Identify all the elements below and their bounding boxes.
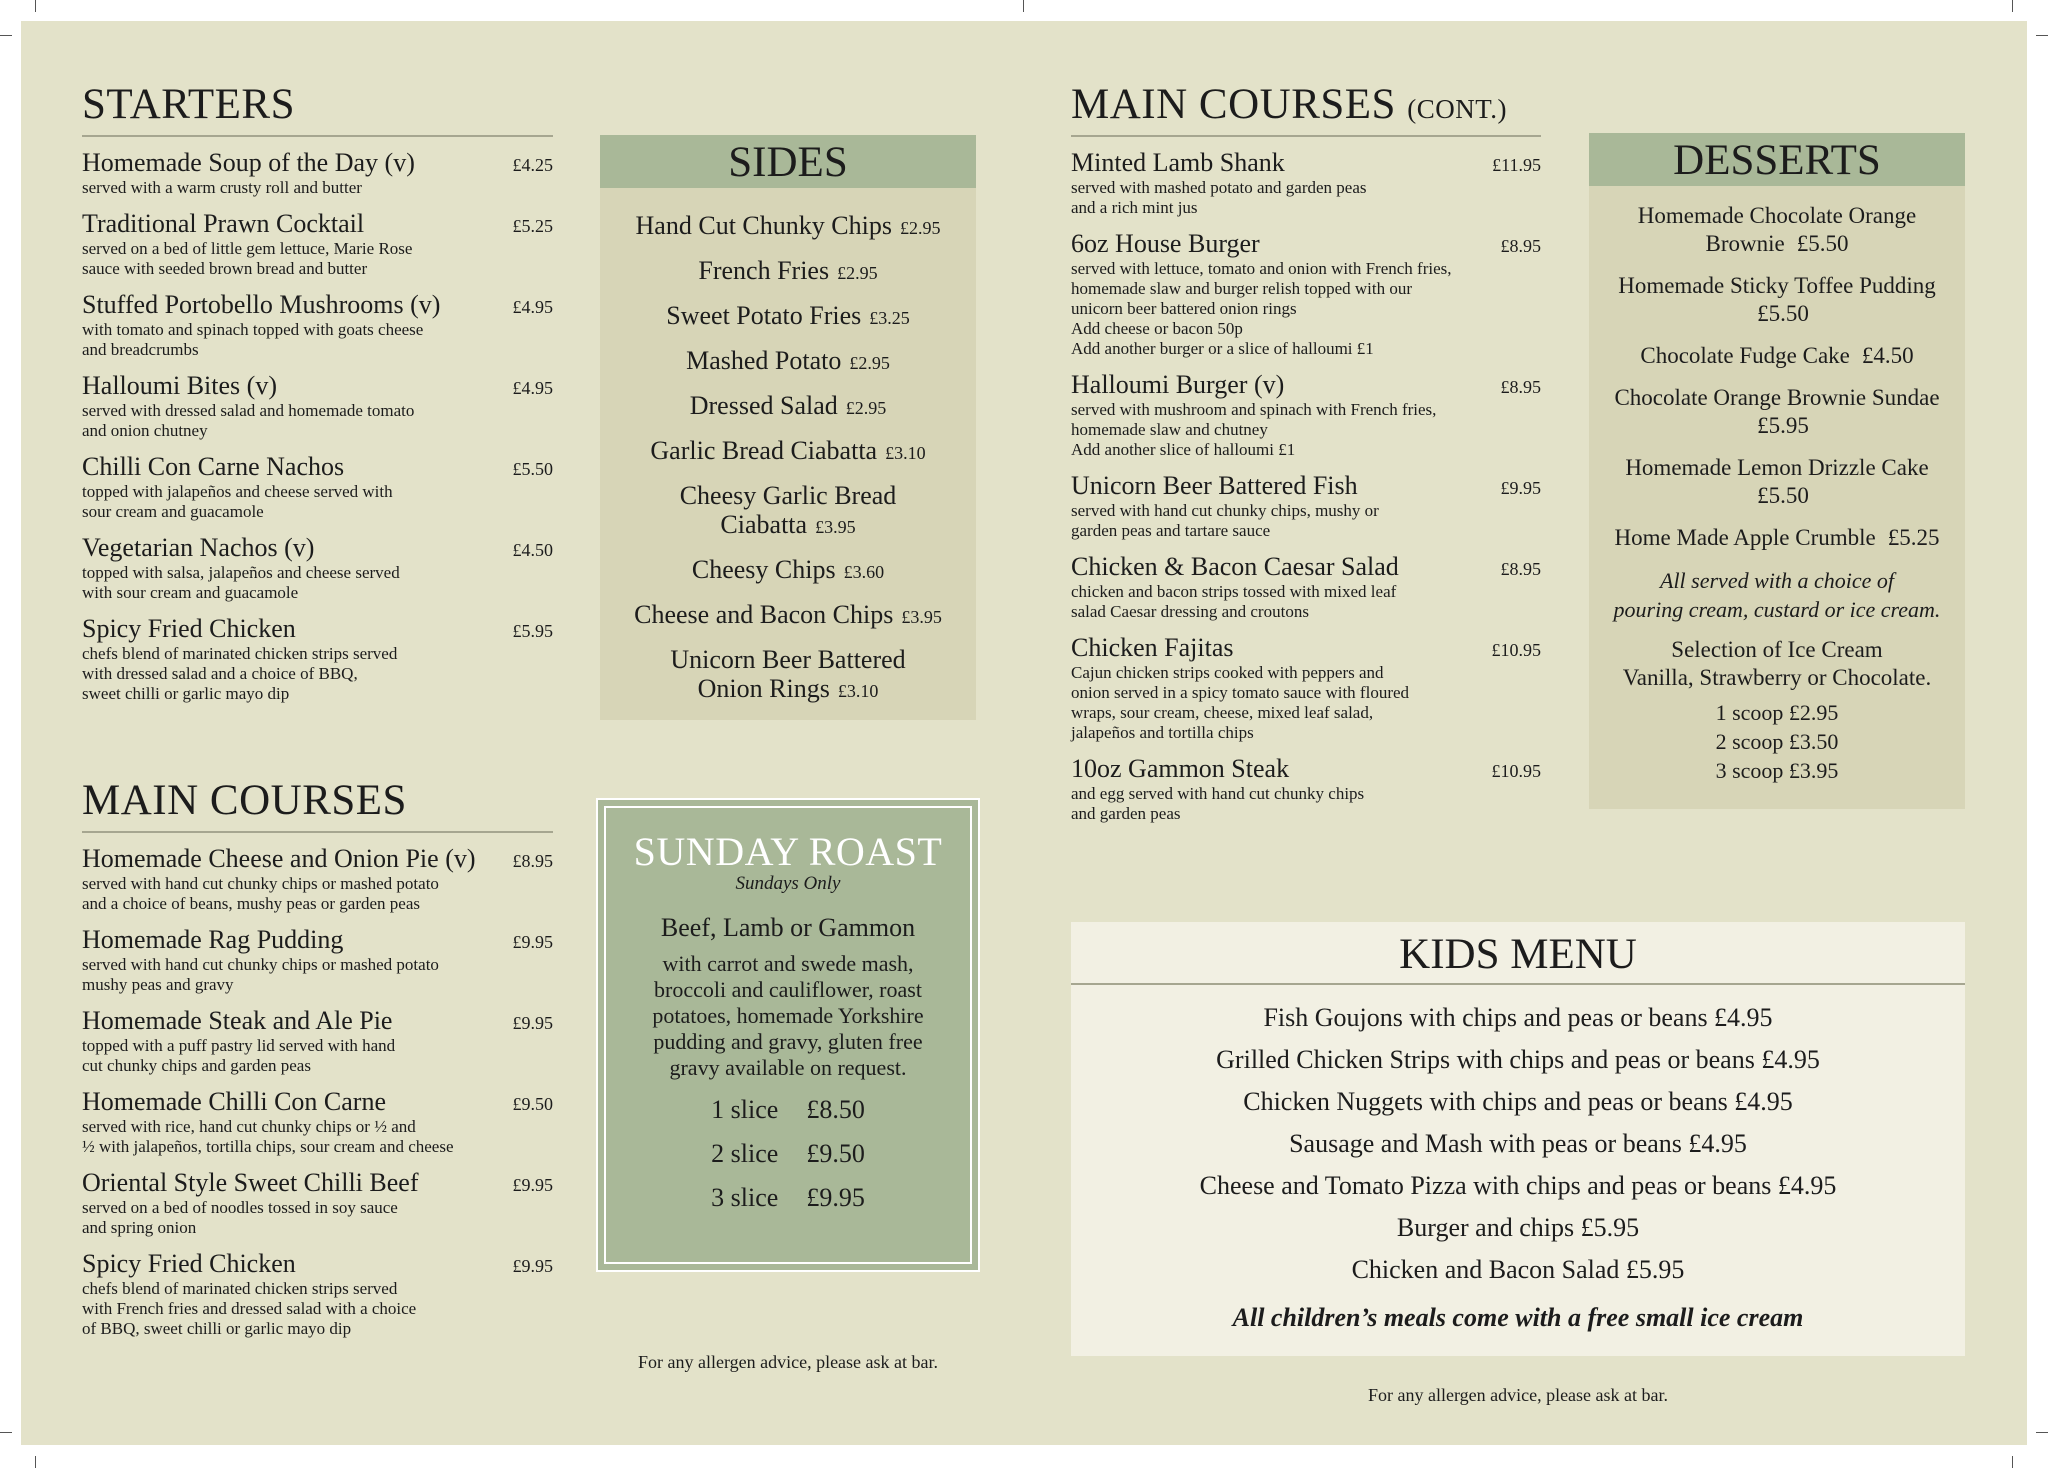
dessert-item-name: Homemade Chocolate Orange Brownie [1637,203,1917,256]
kids-menu-item: Sausage and Mash with peas or beans £4.95 [1289,1129,1747,1158]
menu-item-description: Cajun chicken strips cooked with peppers and onion served in a spicy tomato sauce with floured wraps, sour cream, cheese, mixed leaf salad, jalapeños and tortilla chips [1071,663,1410,742]
menu-item-name: Homemade Rag Pudding [82,925,344,954]
menu-item-name: Chicken & Bacon Caesar Salad [1071,552,1399,581]
dessert-item-price: £5.50 [1757,483,1809,508]
menu-item [1071,471,1541,541]
menu-item-name: Unicorn Beer Battered Fish [1071,471,1358,500]
menu-item [82,844,553,914]
sunday-roast-box [596,798,980,1272]
menu-item-price: £5.25 [512,216,553,236]
menu-item-price: £5.50 [512,459,553,479]
menu-item-row [82,1168,553,1198]
side-item-price: £3.10 [885,443,926,463]
side-item [612,436,964,468]
desserts-heading: DESSERTS [1589,133,1965,186]
desserts-body [1589,186,1965,809]
sides-heading: SIDES [600,135,976,188]
crop-mark [35,0,36,12]
dessert-item-name: Homemade Lemon Drizzle Cake [1625,455,1929,480]
crop-mark [2036,35,2048,36]
menu-item-row [82,1087,553,1117]
main-courses-cont-suffix: (CONT.) [1407,94,1507,124]
menu-item [1071,148,1541,218]
roast-price-value: £8.50 [806,1095,865,1124]
menu-item [82,371,553,441]
starters-heading: STARTERS [82,80,553,137]
menu-item-description: served on a bed of noodles tossed in soy sauce and spring onion [82,1198,398,1237]
menu-item-name: Oriental Style Sweet Chilli Beef [82,1168,419,1197]
side-item-price: £3.95 [901,607,942,627]
side-item [612,301,964,333]
roast-price-value: £9.95 [806,1183,865,1212]
side-item-name: Unicorn Beer Battered Onion Rings [670,645,906,703]
dessert-item [1603,272,1951,328]
menu-item [82,452,553,522]
menu-item-name: Halloumi Bites (v) [82,371,277,400]
menu-item-description: topped with salsa, jalapeños and cheese served with sour cream and guacamole [82,563,400,602]
kids-menu-box [1071,922,1965,1356]
menu-item-price: £4.50 [512,540,553,560]
menu-item-row [82,1249,553,1279]
side-item-price: £2.95 [837,263,878,283]
dessert-item [1603,454,1951,510]
dessert-item-price: £5.50 [1796,231,1849,256]
side-item-price: £3.60 [843,562,885,582]
menu-item-price: £9.95 [512,932,553,952]
sunday-roast-description: with carrot and swede mash, broccoli and cauliflower, roast potatoes, homemade Yorkshire pudding and gravy, gluten free gravy available on request. [652,951,924,1080]
kids-menu-heading: KIDS MENU [1071,922,1965,985]
menu-item-description: served on a bed of little gem lettuce, Marie Rose sauce with seeded brown bread and butter [82,239,413,278]
dessert-item [1603,342,1951,370]
menu-item-description: chefs blend of marinated chicken strips served with dressed salad and a choice of BBQ, sweet chilli or garlic mayo dip [82,644,398,703]
menu-item-name: Spicy Fried Chicken [82,614,296,643]
starters-list [82,148,553,704]
menu-item-price: £9.95 [1500,478,1541,498]
side-item-name: Dressed Salad [689,391,838,420]
dessert-item-price: £4.50 [1861,343,1914,368]
crop-mark [35,1456,36,1468]
menu-item-price: £9.50 [512,1094,553,1114]
menu-item-row [82,452,553,482]
side-item-name: Garlic Bread Ciabatta [650,436,878,465]
menu-item-price: £4.95 [512,378,553,398]
kids-menu-item: Grilled Chicken Strips with chips and peas or beans £4.95 [1216,1045,1820,1074]
menu-item-row [82,1006,553,1036]
menu-item-price: £9.95 [512,1013,553,1033]
menu-item-price: £5.95 [512,621,553,641]
menu-item-description: topped with a puff pastry lid served with hand cut chunky chips and garden peas [82,1036,396,1075]
dessert-item [1603,202,1951,258]
roast-price-label: 2 slice [711,1139,779,1168]
sunday-roast-subtitle: Sundays Only [735,873,841,894]
kids-menu-note: All children’s meals come with a free small ice cream [1232,1303,1804,1332]
kids-menu-list [1071,985,1965,1285]
menu-item [82,1006,553,1076]
side-item [612,211,964,243]
allergen-note-right: For any allergen advice, please ask at bar. [1367,1385,1669,1405]
menu-item [82,148,553,198]
menu-item-row [1071,229,1541,259]
menu-item [82,290,553,360]
crop-mark [2036,1432,2048,1433]
dessert-item-price: £5.25 [1887,525,1940,550]
dessert-item-price: £5.95 [1757,413,1809,438]
menu-item-row [82,844,553,874]
side-item-name: Cheesy Chips [691,555,836,584]
menu-item-description: topped with jalapeños and cheese served with sour cream and guacamole [82,482,393,521]
menu-item [82,614,553,704]
menu-item-price: £8.95 [1500,236,1541,256]
menu-item-price: £9.95 [512,1175,553,1195]
menu-item [1071,754,1541,824]
menu-item-row [1071,552,1541,582]
menu-item-description: served with lettuce, tomato and onion with French fries, homemade slaw and burger relish topped with our unicorn beer battered onion rings Add cheese or bacon 50p Add another burger or a slice of halloumi £1 [1071,259,1452,358]
kids-menu-item: Fish Goujons with chips and peas or beans £4.95 [1263,1003,1773,1032]
roast-price-row [606,1183,970,1213]
side-item-price: £2.95 [899,218,941,238]
dessert-item-name: Chocolate Orange Brownie Sundae [1614,385,1940,410]
ice-cream-scoop-price: 1 scoop £2.95 [1715,700,1839,725]
menu-item [82,1168,553,1238]
menu-item [1071,229,1541,359]
menu-item [1071,552,1541,622]
menu-item-description: chefs blend of marinated chicken strips served with French fries and dressed salad with a choice of BBQ, sweet chilli or garlic mayo dip [82,1279,417,1338]
side-item [612,391,964,423]
main-courses-cont-list [1071,148,1541,824]
menu-item-description: and egg served with hand cut chunky chips and garden peas [1071,784,1365,823]
side-item [612,481,964,542]
menu-item-name: Homemade Cheese and Onion Pie (v) [82,844,476,873]
side-item-name: Cheese and Bacon Chips [634,600,894,629]
dessert-item-name: Chocolate Fudge Cake [1640,343,1850,368]
menu-item-name: 6oz House Burger [1071,229,1260,258]
menu-item-row [82,614,553,644]
menu-item-name: Minted Lamb Shank [1071,148,1285,177]
side-item-name: Sweet Potato Fries [666,301,862,330]
main-courses-cont-section [1071,80,1541,824]
menu-item-row [82,925,553,955]
side-item-name: Mashed Potato [686,346,842,375]
menu-item-row [1071,148,1541,178]
main-courses-section [82,776,553,1339]
side-item-price: £2.95 [845,398,887,418]
menu-item-name: Spicy Fried Chicken [82,1249,296,1278]
menu-item-price: £8.95 [1500,559,1541,579]
menu-item [82,209,553,279]
menu-item-description: served with hand cut chunky chips, mushy or garden peas and tartare sauce [1071,501,1379,540]
menu-item-row [82,533,553,563]
side-item [612,555,964,587]
side-item-price: £3.25 [869,308,910,328]
roast-price-value: £9.50 [806,1139,865,1168]
side-item [612,600,964,632]
menu-item [1071,370,1541,460]
menu-item-price: £11.95 [1492,155,1541,175]
roast-price-row [606,1139,970,1169]
menu-item-price: £8.95 [1500,377,1541,397]
roast-price-row [606,1095,970,1125]
ice-cream-scoop-price: 2 scoop £3.50 [1715,729,1839,754]
main-courses-list [82,844,553,1339]
menu-item-description: served with a warm crusty roll and butter [82,178,362,197]
crop-mark [0,1432,12,1433]
menu-item-description: served with hand cut chunky chips or mashed potato mushy peas and gravy [82,955,439,994]
menu-item-description: chicken and bacon strips tossed with mixed leaf salad Caesar dressing and croutons [1071,582,1397,621]
sunday-roast-meats: Beef, Lamb or Gammon [660,913,916,942]
desserts-list [1603,202,1951,552]
sunday-roast-frame [604,806,972,1264]
menu-item-name: Homemade Soup of the Day (v) [82,148,415,177]
sunday-roast-prices [606,1095,970,1213]
allergen-note-left: For any allergen advice, please ask at bar. [637,1352,939,1372]
side-item [612,645,964,706]
menu-item-row [1071,471,1541,501]
side-item [612,346,964,378]
menu-item [82,1087,553,1157]
dessert-item-price: £5.50 [1757,301,1809,326]
crop-mark [2012,1456,2013,1468]
sunday-roast-title: SUNDAY ROAST [633,829,943,874]
menu-item-name: Traditional Prawn Cocktail [82,209,365,238]
side-item [612,256,964,288]
menu-item-description: served with mashed potato and garden peas and a rich mint jus [1071,178,1367,217]
menu-item-description: served with mushroom and spinach with French fries, homemade slaw and chutney Add another slice of halloumi £1 [1071,400,1437,459]
menu-item [1071,633,1541,743]
crop-mark [0,35,12,36]
desserts-box [1589,133,1965,809]
menu-item-description: with tomato and spinach topped with goats cheese and breadcrumbs [82,320,424,359]
menu-item-row [82,148,553,178]
dessert-item-name: Homemade Sticky Toffee Pudding [1618,273,1936,298]
menu-item-name: Halloumi Burger (v) [1071,370,1285,399]
kids-menu-item: Chicken Nuggets with chips and peas or beans £4.95 [1243,1087,1793,1116]
menu-item-name: Homemade Chilli Con Carne [82,1087,387,1116]
starters-section [82,80,553,704]
menu-item [82,1249,553,1339]
menu-item-row [1071,754,1541,784]
menu-item-price: £9.95 [512,1256,553,1276]
side-item-price: £3.10 [837,681,879,701]
menu-item-name: Chilli Con Carne Nachos [82,452,345,481]
crop-mark [1023,0,1024,12]
side-item-name: Hand Cut Chunky Chips [635,211,892,240]
menu-item-row [82,290,553,320]
menu-item-row [1071,370,1541,400]
ice-cream-selection: Selection of Ice Cream Vanilla, Strawberry or Chocolate. [1622,637,1932,690]
main-courses-heading: MAIN COURSES [82,776,553,833]
kids-menu-item: Cheese and Tomato Pizza with chips and peas or beans £4.95 [1199,1171,1837,1200]
dessert-item [1603,384,1951,440]
main-courses-cont-title: MAIN COURSES [1071,81,1396,128]
side-item-price: £3.95 [815,517,856,537]
sides-list [600,188,976,720]
menu-item-row [82,209,553,239]
sides-box [600,135,976,720]
crop-mark [2012,0,2013,12]
desserts-note: All served with a choice of pouring cream, custard or ice cream. [1613,568,1941,622]
roast-price-label: 1 slice [711,1095,779,1124]
menu-item-price: £4.25 [512,155,553,175]
menu-item-row [1071,633,1541,663]
menu-item-name: Stuffed Portobello Mushrooms (v) [82,290,441,319]
side-item-price: £2.95 [849,353,890,373]
roast-price-label: 3 slice [711,1183,779,1212]
main-courses-cont-heading [1071,80,1541,137]
menu-item-price: £10.95 [1491,761,1541,781]
side-item-name: French Fries [698,256,830,285]
menu-item-description: served with dressed salad and homemade tomato and onion chutney [82,401,415,440]
menu-item-price: £4.95 [512,297,553,317]
kids-menu-item: Burger and chips £5.95 [1396,1213,1640,1242]
dessert-item-name: Home Made Apple Crumble [1614,525,1876,550]
menu-item-row [82,371,553,401]
side-item-name: Cheesy Garlic Bread Ciabatta [679,481,897,539]
dessert-item [1603,524,1951,552]
menu-item-name: Chicken Fajitas [1071,633,1234,662]
menu-item-price: £8.95 [512,851,553,871]
ice-cream-scoop-price: 3 scoop £3.95 [1715,758,1839,783]
menu-item-price: £10.95 [1491,640,1541,660]
ice-cream-scoops [1603,698,1951,785]
menu-item-name: 10oz Gammon Steak [1071,754,1290,783]
menu-item-name: Homemade Steak and Ale Pie [82,1006,393,1035]
menu-item-description: served with rice, hand cut chunky chips or ½ and ½ with jalapeños, tortilla chips, sour cream and cheese [82,1117,454,1156]
menu-item-description: served with hand cut chunky chips or mashed potato and a choice of beans, mushy peas or garden peas [82,874,439,913]
menu-item [82,925,553,995]
menu-item-name: Vegetarian Nachos (v) [82,533,315,562]
kids-menu-item: Chicken and Bacon Salad £5.95 [1351,1255,1685,1284]
menu-item [82,533,553,603]
